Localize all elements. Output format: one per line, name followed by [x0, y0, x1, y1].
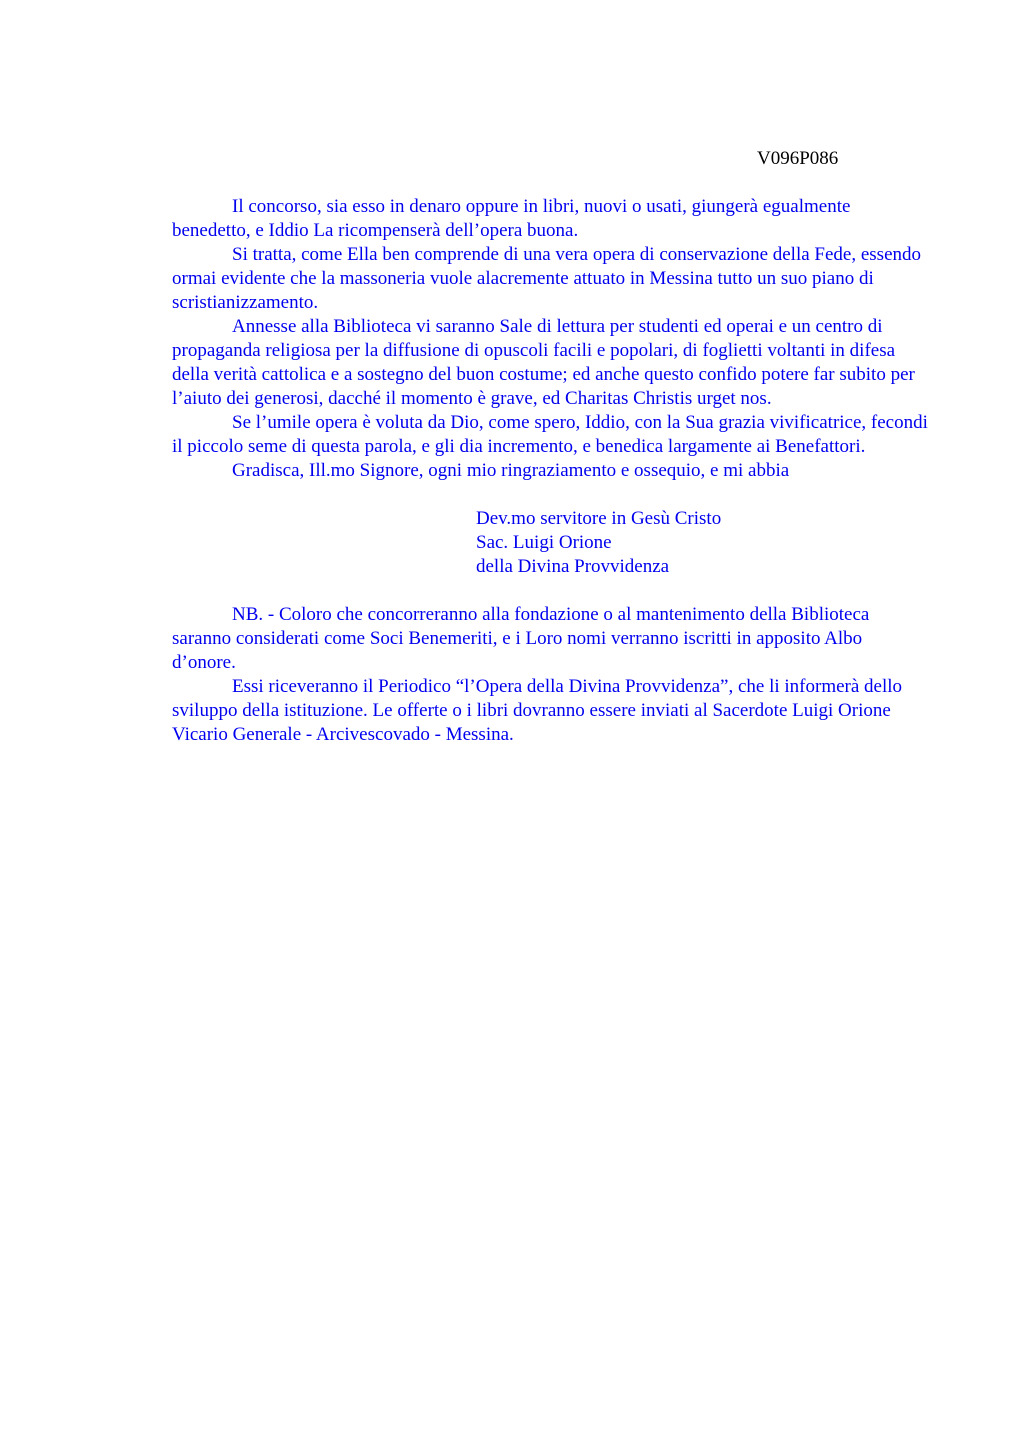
paragraph-reading-rooms: Annesse alla Biblioteca vi saranno Sale di lettura per studenti ed operai e un centro di propaganda religiosa per la diffusione di opuscoli facili e popolari, di foglietti voltanti in difesa della verità cattolica e a sostegno del buon costume; ed anche questo confido potere far subito per l’aiuto dei generosi, dacché il momento è grave, ed Charitas Christis urget nos. — [172, 316, 915, 409]
nb-paragraph-benefactors: NB. - Coloro che concorreranno alla fondazione o al mantenimento della Biblioteca saranno considerati come Soci Benemeriti, e i Loro nomi verranno iscritti in apposito Albo d’onore. — [172, 604, 870, 673]
signature-valediction: Dev.mo servitore in Gesù Cristo — [476, 508, 722, 529]
paragraph-contribution: Il concorso, sia esso in denaro oppure in libri, nuovi o usati, giungerà egualmente benedetto, e Iddio La ricompenserà dell’opera buona. — [172, 196, 851, 241]
signature-block — [476, 507, 928, 579]
paragraph-closing: Gradisca, Ill.mo Signore, ogni mio ringraziamento e ossequio, e mi abbia — [232, 460, 790, 481]
spacer — [172, 579, 928, 603]
signature-congregation: della Divina Provvidenza — [476, 556, 670, 577]
paragraph-blessing: Se l’umile opera è voluta da Dio, come spero, Iddio, con la Sua grazia vivificatrice, fecondi il piccolo seme di questa parola, e gli dia incremento, e benedica largamente ai Benefattori. — [172, 412, 928, 457]
letter-body — [172, 195, 928, 747]
paragraph-conservation: Si tratta, come Ella ben comprende di una vera opera di conservazione della Fede, essendo ormai evidente che la massoneria vuole alacremente attuato in Messina tutto un suo piano di scristianizzamento. — [172, 244, 922, 313]
nb-paragraph-periodical: Essi riceveranno il Periodico “l’Opera della Divina Provvidenza”, che li informerà dello sviluppo della istituzione. Le offerte o i libri dovranno essere inviati al Sacerdote Luigi Orione Vicario Generale - Arcivescovado - Messina. — [172, 676, 903, 745]
signature-name: Sac. Luigi Orione — [476, 532, 612, 553]
page-reference: V096P086 — [757, 148, 839, 169]
